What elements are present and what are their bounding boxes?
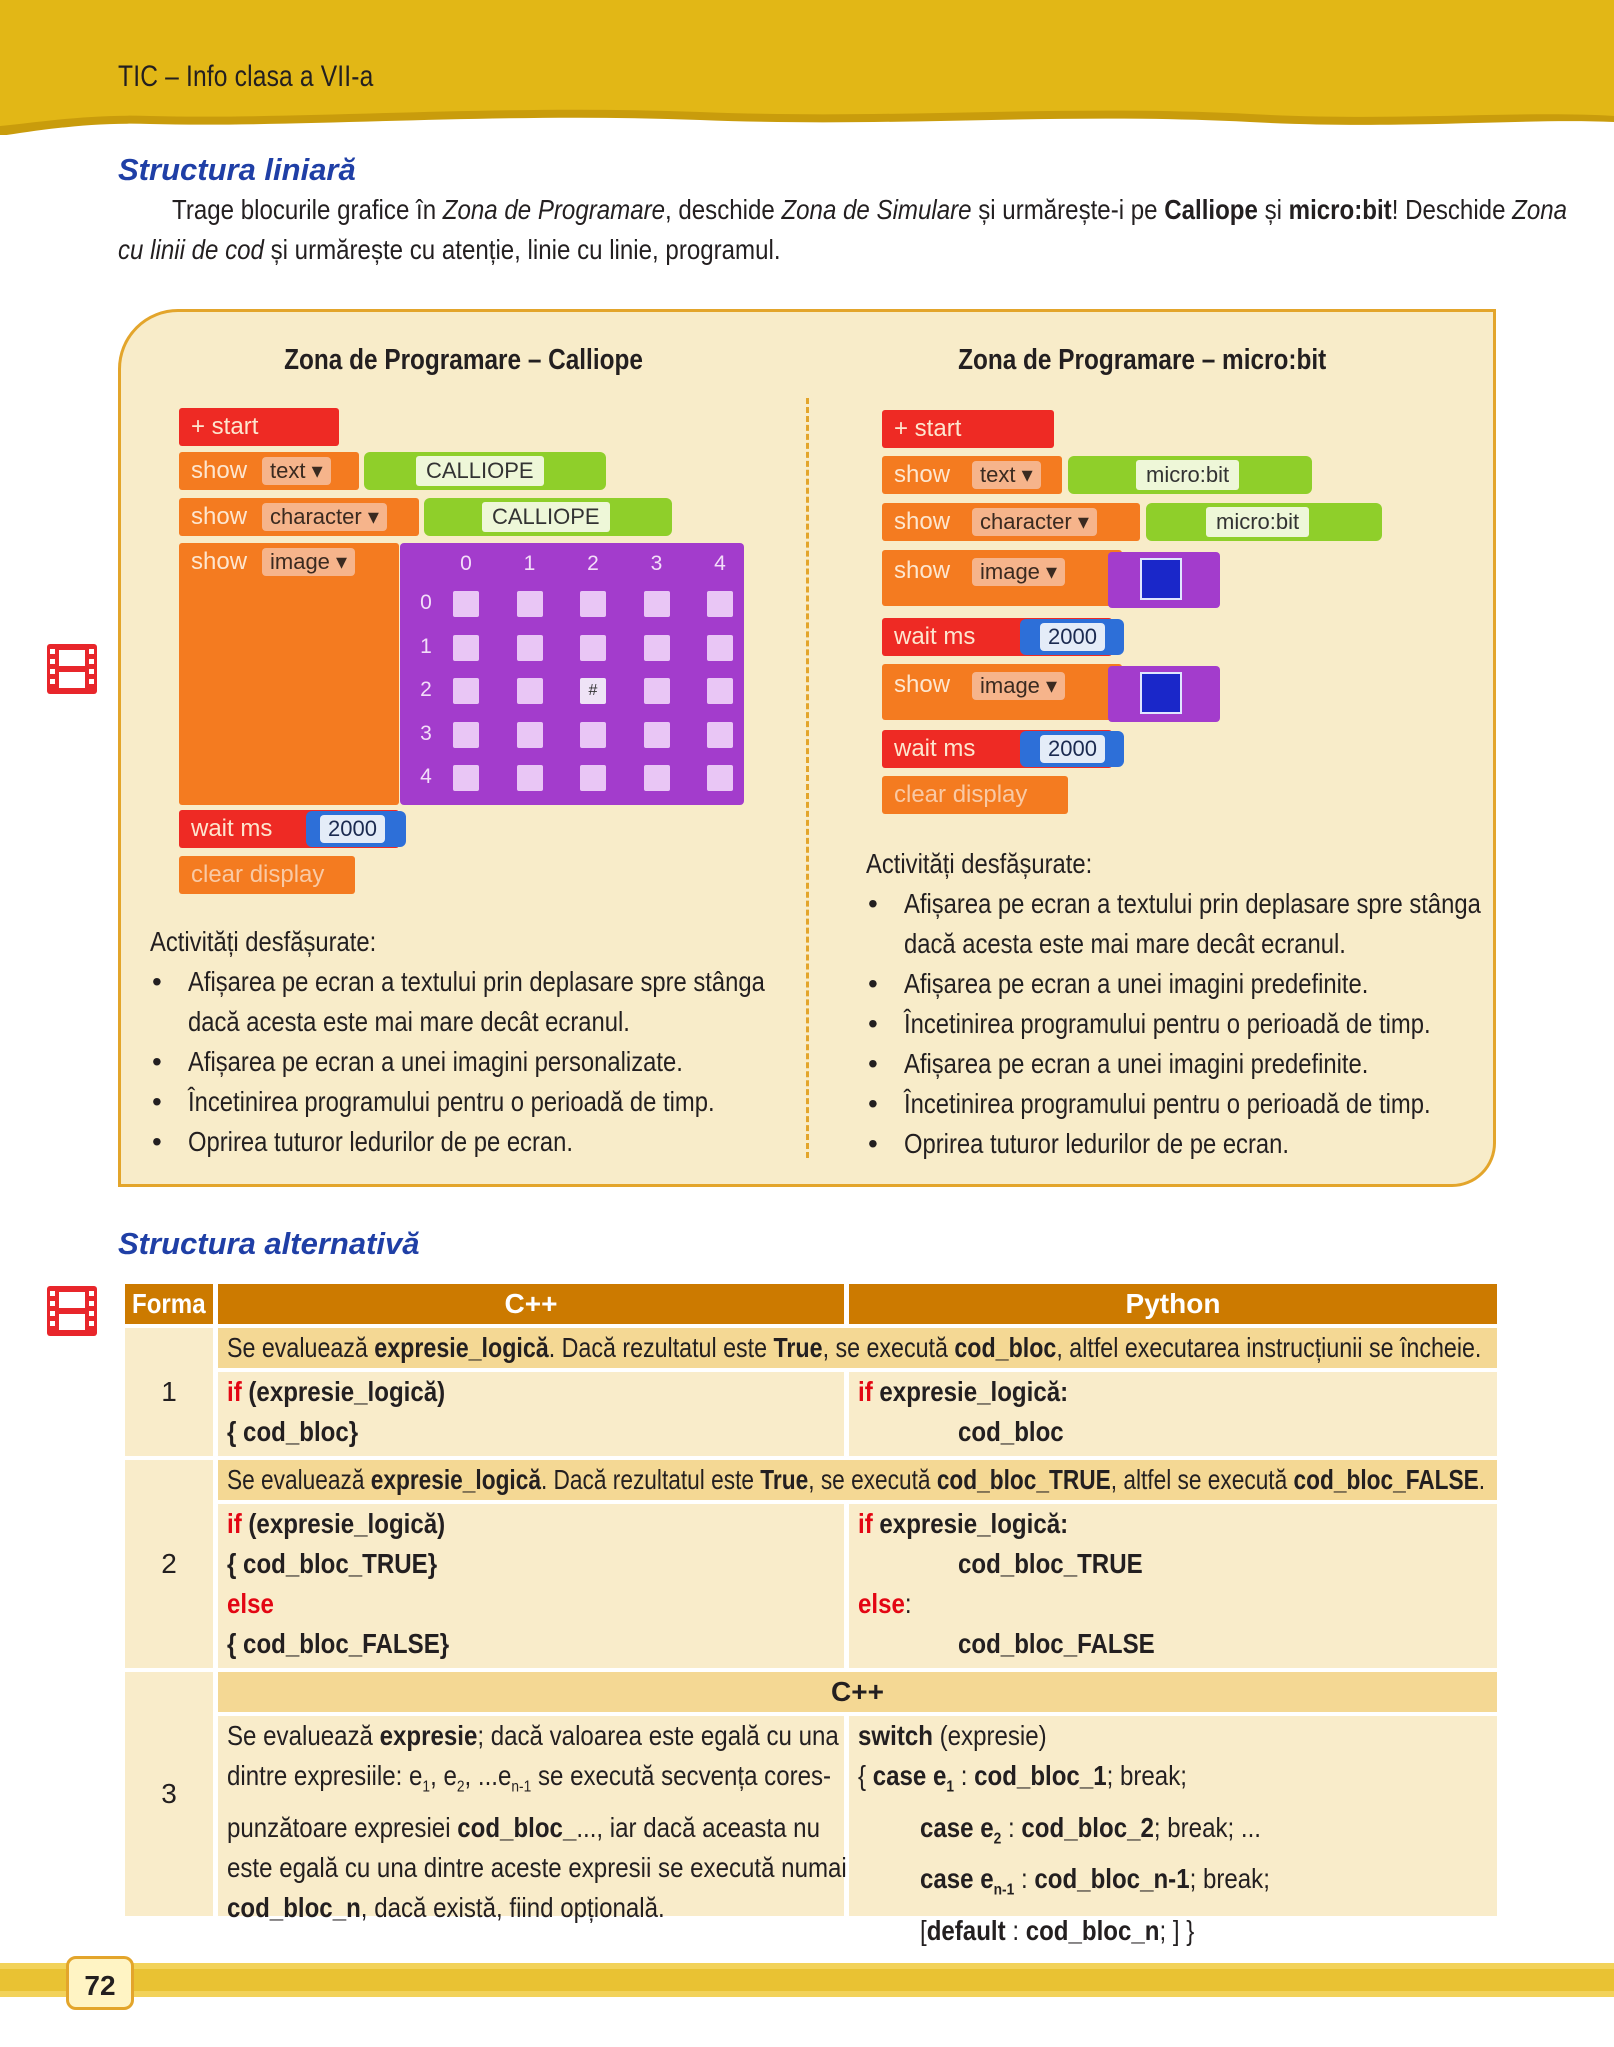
cpp-code-cell: if (expresie_logică) { cod_bloc} (218, 1372, 844, 1456)
clear-display-block[interactable]: clear display (882, 776, 1068, 814)
intro-emphasis: Zona (1512, 194, 1568, 225)
heart-image-icon[interactable] (1140, 558, 1182, 600)
led-cell[interactable] (453, 591, 479, 617)
footer-band (0, 1955, 1614, 2015)
string-value[interactable]: CALLIOPE (416, 456, 544, 486)
string-value[interactable]: CALLIOPE (482, 502, 610, 532)
led-cell[interactable] (580, 635, 606, 661)
table-header-forma: Forma (125, 1284, 213, 1324)
panel-title-microbit: Zona de Programare – micro:bit (957, 344, 1327, 376)
activity-item: • Afișarea pe ecran a textului prin deplasare spre stânga dacă acesta este mai mare decât ecranul. (150, 962, 770, 1042)
intro-emphasis: Zona de Simulare (781, 194, 972, 225)
led-cell[interactable] (707, 635, 733, 661)
film-icon[interactable] (45, 1284, 99, 1338)
led-cell[interactable] (644, 635, 670, 661)
grid-row-label: 1 (420, 634, 432, 658)
grid-row-label: 0 (420, 591, 432, 614)
intro-text: și urmărește-i pe (971, 194, 1165, 225)
intro-text: , deschide (664, 194, 782, 225)
led-cell[interactable] (644, 765, 670, 791)
form-description: Se evaluează expresie_logică. Dacă rezultatul este True, se execută cod_bloc, altfel executarea instrucțiunii se încheie. (218, 1328, 1497, 1368)
image-grid-block[interactable] (400, 543, 744, 805)
led-cell[interactable] (517, 765, 543, 791)
intro-emphasis: Zona de Programare (442, 194, 665, 225)
led-cell[interactable] (707, 678, 733, 704)
led-cell[interactable] (517, 678, 543, 704)
led-cell[interactable] (707, 765, 733, 791)
string-value[interactable]: micro:bit (1136, 460, 1239, 490)
led-cell[interactable]: # (580, 678, 606, 704)
activity-item: • Afișarea pe ecran a unei imagini predefinite. (866, 1044, 1486, 1084)
intro-bold: Calliope (1164, 194, 1258, 225)
activity-item: • Afișarea pe ecran a textului prin deplasare spre stânga dacă acesta este mai mare decât ecranul. (866, 884, 1486, 964)
page-number: 72 (66, 1956, 134, 2010)
block-label: show (191, 503, 248, 530)
intro-emphasis: cu linii de cod (118, 234, 264, 265)
cpp-code-cell: if (expresie_logică) { cod_bloc_TRUE} else { cod_bloc_FALSE} (218, 1504, 844, 1668)
intro-text: și urmărește cu atenție, linie cu linie, programul. (263, 234, 781, 265)
activity-item: • Oprirea tuturor ledurilor de pe ecran. (150, 1122, 770, 1162)
intro-text: Trage blocurile grafice în (172, 194, 443, 225)
panel-title-calliope: Zona de Programare – Calliope (284, 344, 643, 376)
film-icon[interactable] (45, 642, 99, 696)
wait-value[interactable]: 2000 (1040, 623, 1105, 651)
led-cell[interactable] (707, 591, 733, 617)
activity-item: • Oprirea tuturor ledurilor de pe ecran. (866, 1124, 1486, 1164)
block-label: show (191, 457, 248, 484)
image-dropdown[interactable]: image ▾ (972, 558, 1065, 586)
table-header-python: Python (849, 1284, 1497, 1324)
form-number: 3 (125, 1672, 213, 1916)
led-cell[interactable] (517, 635, 543, 661)
switch-description-cell: Se evaluează expresie; dacă valoarea este egală cu una dintre expresiile: $e_1$, $e_2$, $...e_{n-1}$ se execută secvența cores- punzătoare expresiei cod_bloc_..., iar dacă aceasta nu este egală cu una dintre aceste expresii se execută numai cod_bloc_n, dacă există, fiind opțională. (218, 1716, 844, 1916)
led-cell[interactable] (453, 635, 479, 661)
intro-text: ! Deschide (1391, 194, 1513, 225)
wait-value[interactable]: 2000 (320, 815, 385, 843)
led-cell[interactable] (580, 765, 606, 791)
activity-item: • Încetinirea programului pentru o perioadă de timp. (150, 1082, 770, 1122)
string-value[interactable]: micro:bit (1206, 507, 1309, 537)
led-cell[interactable] (644, 678, 670, 704)
section-heading-linear: Structura liniară (118, 152, 356, 187)
led-cell[interactable] (453, 678, 479, 704)
led-cell[interactable] (644, 591, 670, 617)
character-dropdown[interactable]: character ▾ (262, 503, 387, 531)
grid-column-label: 2 (587, 552, 599, 575)
block-label: show (191, 548, 248, 575)
led-cell[interactable] (580, 722, 606, 748)
form-number: 1 (125, 1328, 213, 1456)
python-code-cell: if expresie_logică: cod_bloc_TRUE else: cod_bloc_FALSE (849, 1504, 1497, 1668)
form-number: 2 (125, 1460, 213, 1668)
grid-column-label: 4 (714, 552, 726, 575)
square-image-icon[interactable] (1140, 672, 1182, 714)
python-code-cell: if expresie_logică: cod_bloc (849, 1372, 1497, 1456)
switch-code-cell: switch (expresie) { case $e_1$ : cod_bloc_1; break; case $e_2$ : cod_bloc_2; break; ... case $e_{n-1}$ : cod_bloc_n-1; break; [default : cod_bloc_n; ] } (849, 1716, 1497, 1916)
grid-row-label: 3 (420, 721, 432, 745)
show-image-block[interactable] (179, 543, 399, 805)
form-subheader: C++ (218, 1672, 1497, 1712)
activities-microbit (866, 844, 1486, 1164)
table-header-cpp: C++ (218, 1284, 844, 1324)
section-heading-alternative: Structura alternativă (118, 1226, 420, 1261)
image-dropdown[interactable]: image ▾ (972, 672, 1065, 700)
grid-row-label: 2 (420, 678, 432, 701)
header-title: TIC – Info clasa a VII-a (118, 60, 374, 93)
image-dropdown[interactable]: image ▾ (262, 548, 355, 576)
led-cell[interactable] (517, 591, 543, 617)
clear-display-block[interactable]: clear display (179, 856, 355, 894)
form-description: Se evaluează expresie_logică. Dacă rezultatul este True, se execută cod_bloc_TRUE, altfel se execută cod_bloc_FALSE. (218, 1460, 1497, 1500)
activity-item: • Încetinirea programului pentru o perioadă de timp. (866, 1004, 1486, 1044)
text-dropdown[interactable]: text ▾ (972, 461, 1041, 489)
panel-divider (806, 398, 809, 1158)
grid-row-label: 4 (420, 765, 432, 788)
intro-bold: micro:bit (1288, 194, 1392, 225)
character-dropdown[interactable]: character ▾ (972, 508, 1097, 536)
activities-title: Activități desfășurate: (150, 926, 377, 957)
led-cell[interactable] (580, 591, 606, 617)
block-label: show (894, 671, 951, 698)
led-cell[interactable] (453, 722, 479, 748)
wait-block[interactable]: wait ms (882, 618, 1112, 656)
activity-item: • Afișarea pe ecran a unei imagini personalizate. (150, 1042, 770, 1082)
intro-paragraph (118, 190, 1568, 270)
intro-text: și (1257, 194, 1289, 225)
grid-column-label: 1 (523, 552, 536, 575)
activity-item: • Afișarea pe ecran a unei imagini predefinite. (866, 964, 1486, 1004)
led-cell[interactable] (453, 765, 479, 791)
activity-item: • Încetinirea programului pentru o perioadă de timp. (866, 1084, 1486, 1124)
activities-calliope (150, 922, 770, 1162)
start-block[interactable]: + start (179, 408, 339, 446)
block-label: show (894, 461, 951, 488)
wait-value[interactable]: 2000 (1040, 735, 1105, 763)
grid-column-label: 3 (650, 552, 663, 575)
led-cell[interactable] (517, 722, 543, 748)
activities-title: Activități desfășurate: (866, 848, 1093, 879)
block-label: show (894, 557, 951, 584)
grid-column-label: 0 (460, 552, 472, 575)
wait-block[interactable]: wait ms (882, 730, 1112, 768)
led-cell[interactable] (644, 722, 670, 748)
start-block[interactable]: + start (882, 410, 1054, 448)
block-label: show (894, 508, 951, 535)
wait-block[interactable]: wait ms (179, 810, 399, 848)
led-cell[interactable] (707, 722, 733, 748)
text-dropdown[interactable]: text ▾ (262, 457, 331, 485)
